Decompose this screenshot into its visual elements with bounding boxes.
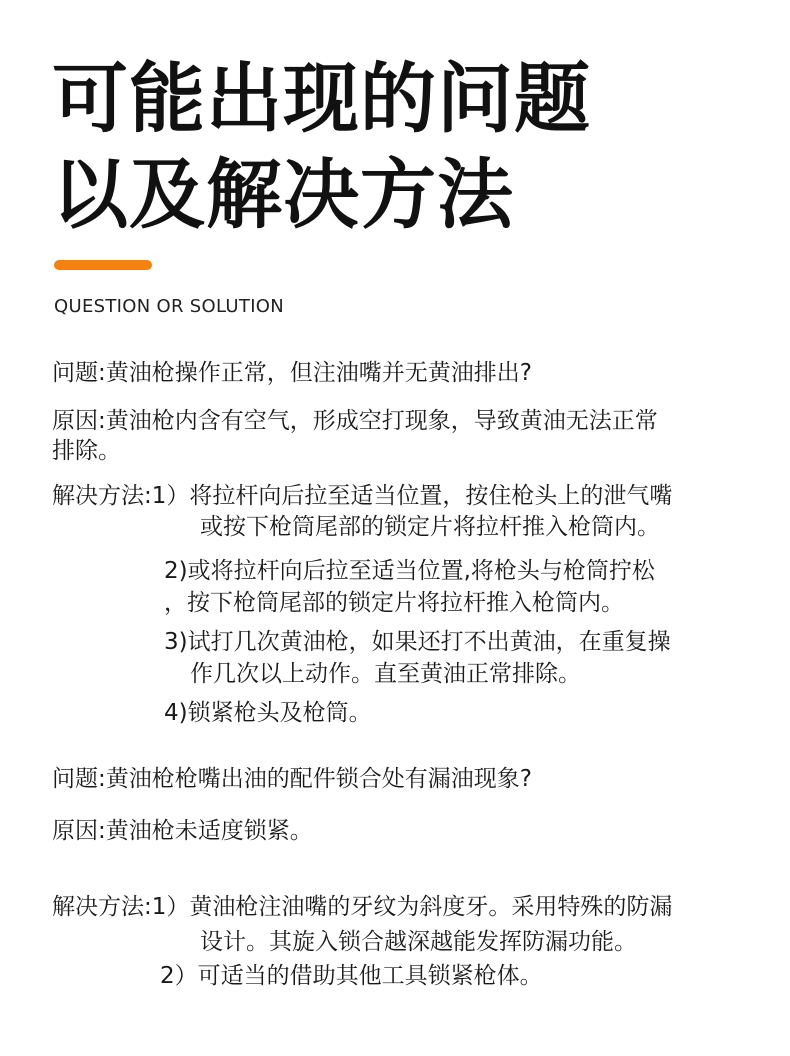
reason-1-line-1: 原因:黄油枪内含有空气，形成空打现象，导致黄油无法正常 — [52, 408, 658, 434]
page-title-line-1: 可能出现的问题 — [52, 54, 591, 143]
solution-1-step-1-line-1: 解决方法:1）将拉杆向后拉至适当位置，按住枪头上的泄气嘴 — [52, 483, 673, 509]
question-2: 问题:黄油枪枪嘴出油的配件锁合处有漏油现象? — [52, 766, 532, 792]
reason-2: 原因:黄油枪未适度锁紧。 — [52, 818, 313, 844]
accent-bar — [54, 260, 152, 270]
solution-1-step-2-line-2: ，按下枪筒尾部的锁定片将拉杆推入枪筒内。 — [164, 590, 624, 616]
solution-2-step-2: 2）可适当的借助其他工具锁紧枪体。 — [160, 963, 543, 989]
question-1: 问题:黄油枪操作正常，但注油嘴并无黄油排出? — [52, 360, 532, 386]
page-subtitle: QUESTION OR SOLUTION — [54, 296, 285, 317]
page-title-line-2: 以及解决方法 — [52, 150, 514, 239]
solution-1-step-3-line-1: 3)试打几次黄油枪，如果还打不出黄油，在重复操 — [164, 629, 671, 655]
solution-1-step-4: 4)锁紧枪头及枪筒。 — [164, 700, 372, 726]
solution-1-step-3-line-2: 作几次以上动作。直至黄油正常排除。 — [190, 661, 581, 687]
solution-2-step-1-line-2: 设计。其旋入锁合越深越能发挥防漏功能。 — [200, 929, 637, 955]
solution-1-step-1-line-2: 或按下枪筒尾部的锁定片将拉杆推入枪筒内。 — [200, 514, 660, 540]
reason-1-line-2: 排除。 — [52, 438, 121, 464]
solution-1-step-2-line-1: 2)或将拉杆向后拉至适当位置,将枪头与枪筒拧松 — [164, 558, 655, 584]
solution-2-step-1-line-1: 解决方法:1）黄油枪注油嘴的牙纹为斜度牙。采用特殊的防漏 — [52, 894, 673, 920]
